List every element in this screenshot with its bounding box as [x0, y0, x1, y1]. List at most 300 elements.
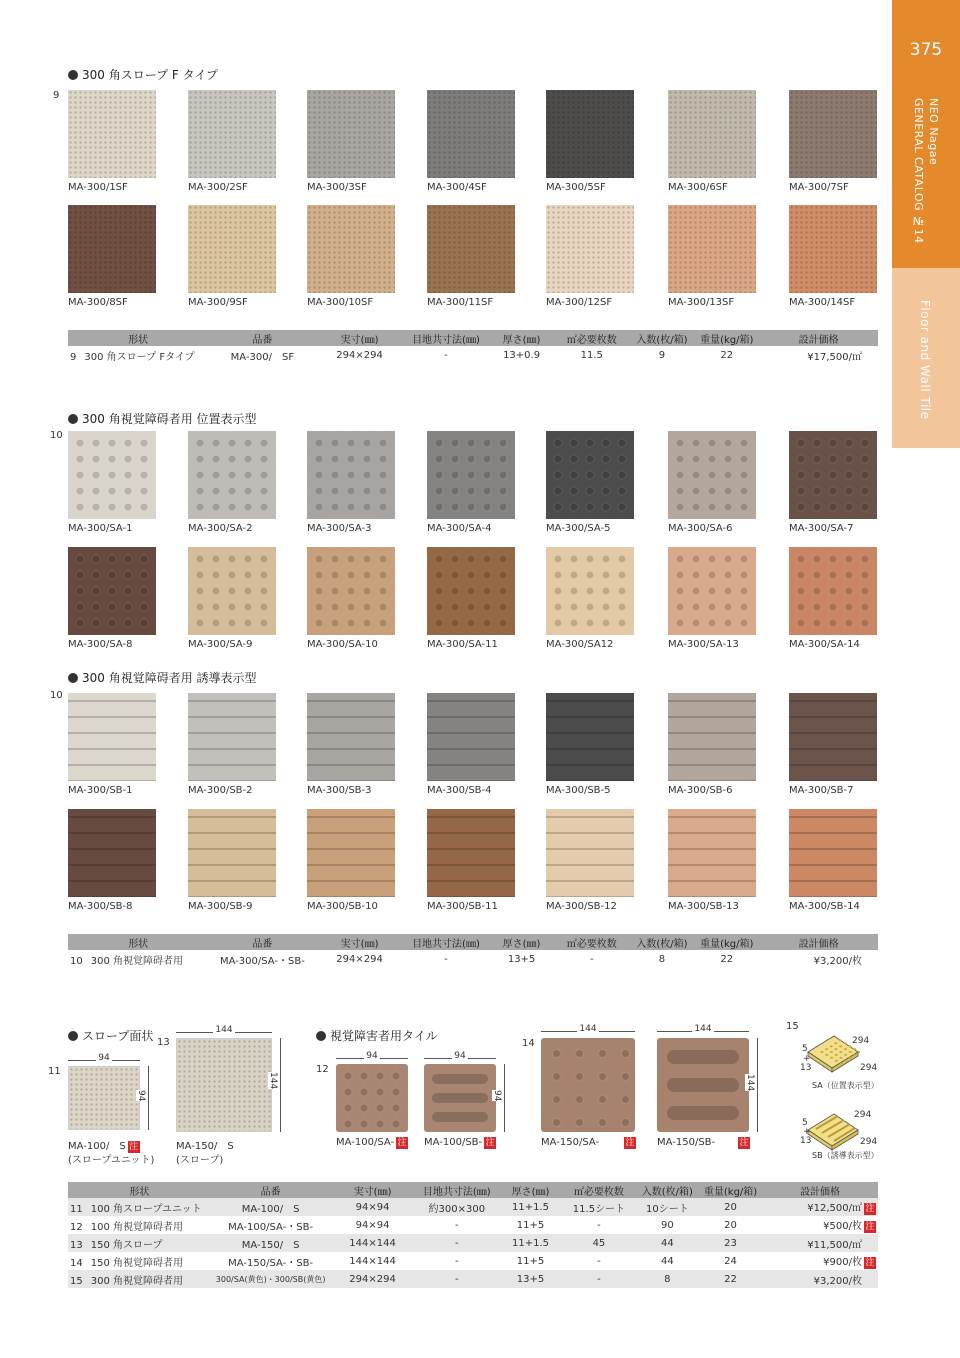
table-cell: 11+5 [516, 1255, 545, 1267]
tactile-dot-icon [820, 1051, 823, 1053]
table-cell: - [415, 1234, 499, 1252]
table-cell [762, 1270, 878, 1288]
tactile-dot-icon [844, 1060, 847, 1062]
tactile-bar-icon [667, 1078, 739, 1092]
dimension-plus: + [803, 1054, 811, 1064]
table-cell: 294×294 [336, 953, 383, 965]
table-header-cell: 入数(枚/箱) [636, 1182, 699, 1198]
row-number: 15 [70, 1275, 83, 1287]
row-shape: 150 角視覚障碍者用 [90, 1257, 183, 1269]
table-header-cell: ㎡必要枚数 [554, 330, 630, 346]
item-number-13: 13 [157, 1037, 170, 1048]
tactile-dot-icon [830, 1045, 833, 1047]
tactile-dot-icon [849, 1057, 852, 1059]
note-badge: 注 [865, 1204, 875, 1214]
table-cell [762, 1198, 878, 1216]
table-header-cell: 厚さ(㎜) [489, 330, 554, 346]
row-shape: 100 角スロープユニット [90, 1203, 202, 1215]
sa-caption: SA（位置表示型） [812, 1081, 879, 1090]
item-sub-label: (スロープユニット) [68, 1155, 155, 1166]
table-cell: 22 [720, 953, 734, 965]
table-cell: 20 [699, 1198, 762, 1216]
table-header-cell: 重量(kg/箱) [694, 330, 759, 346]
tactile-dot-icon [834, 1042, 837, 1044]
tile-code-label: MA-300/SA-1 [68, 523, 133, 534]
tile-swatch [68, 547, 156, 635]
row-shape: 300 角視覚障碍者用 [90, 1275, 183, 1287]
table-cell: - [454, 1219, 459, 1231]
row-number: 13 [70, 1239, 83, 1251]
spec-table-sf [68, 330, 878, 364]
tile-code-label: MA-300/SB-13 [668, 901, 739, 912]
sb-caption: SB（誘導表示型） [812, 1151, 879, 1160]
tile-swatch [427, 547, 515, 635]
tile-code-label: MA-300/SB-6 [668, 785, 733, 796]
table-cell [762, 1216, 878, 1234]
section-title-sb [68, 669, 257, 686]
tile-swatch [789, 809, 877, 897]
section-title-text: 300 角視覚障碍者用 位置表示型 [82, 412, 257, 426]
tile-swatch [307, 431, 395, 519]
section-title-slope-shape [68, 1027, 153, 1044]
table-row [68, 1252, 878, 1270]
tile-code-label: MA-300/SA-8 [68, 639, 133, 650]
tile-swatch [427, 693, 515, 781]
tile-swatch [68, 809, 156, 897]
tile-code-label: MA-300/13SF [668, 297, 735, 308]
table-header-cell: 設計価格 [759, 330, 878, 346]
tile-ma-150-sb [657, 1038, 749, 1132]
tile-code-label: MA-300/SB-7 [789, 785, 854, 796]
table-cell: 11.5 [580, 349, 603, 361]
table-cell: 8 [636, 1270, 699, 1288]
tile-swatch [68, 431, 156, 519]
table-cell: 300/SA(黄色)・300/SB(黄色) [211, 1270, 331, 1288]
tile-swatch [188, 809, 276, 897]
table-header-cell: 設計価格 [759, 934, 878, 950]
dimension-5: 5 [802, 1044, 808, 1054]
section-title-text: 視覚障害者用タイル [330, 1029, 438, 1043]
tile-code-label: MA-300/SB-4 [427, 785, 492, 796]
tile-code-label: MA-300/SB-9 [188, 901, 253, 912]
tactile-bar-icon [432, 1093, 488, 1103]
table-header-cell: 品番 [211, 1182, 331, 1198]
tile-swatch [546, 809, 634, 897]
table-row [68, 1270, 878, 1288]
section-title-text: スロープ面状 [82, 1029, 154, 1043]
tile-code-label: MA-300/SB-5 [546, 785, 611, 796]
table-cell [68, 1198, 211, 1216]
tile-swatch [68, 205, 156, 293]
tile-swatch [307, 547, 395, 635]
tile-swatch [789, 205, 877, 293]
tile-swatch [668, 693, 756, 781]
tile-code-label: MA-300/SB-8 [68, 901, 133, 912]
note-badge: 注 [865, 1258, 875, 1268]
table-header-cell: 実寸(㎜) [316, 934, 402, 950]
row-price: ¥12,500/㎡ [807, 1203, 862, 1214]
table-header-row [68, 330, 878, 346]
table-header-cell: 重量(kg/箱) [694, 934, 759, 950]
table-cell: 144×144 [349, 1255, 396, 1267]
tile-code-label: MA-300/SA-7 [789, 523, 854, 534]
section-title-tactile [316, 1027, 438, 1044]
table-cell [68, 1270, 211, 1288]
tile-swatch [789, 693, 877, 781]
row-price: ¥17,500/㎡ [807, 351, 862, 363]
table-cell: 24 [724, 1255, 737, 1267]
tile-swatch [789, 90, 877, 178]
table-cell [68, 950, 208, 968]
table-cell: MA-100/ S [211, 1198, 331, 1216]
table-cell: - [597, 1255, 601, 1267]
row-shape: 100 角視覚障碍者用 [90, 1221, 183, 1233]
table-cell: 13+0.9 [503, 349, 541, 361]
note-badge: 注 [129, 1142, 139, 1152]
tile-code-label: MA-300/SA-11 [427, 639, 498, 650]
dimension-144: 144 [745, 1074, 755, 1092]
dimension-294: 294 [860, 1137, 878, 1147]
row-price: ¥3,200/枚 [813, 955, 862, 967]
bullet-dot-icon [68, 673, 78, 683]
tile-ma-100-sb [424, 1064, 496, 1132]
dimension-144: 144 [579, 1024, 597, 1034]
tile-code-label: MA-300/SB-12 [546, 901, 617, 912]
tactile-dot-icon [839, 1057, 842, 1059]
dimension-144: 144 [268, 1072, 278, 1090]
note-badge: 注 [485, 1138, 495, 1148]
table-cell: - [589, 953, 594, 965]
tile-swatch [307, 809, 395, 897]
dimension-13: 13 [800, 1136, 812, 1146]
row-number: 14 [70, 1257, 83, 1269]
table-cell: 22 [699, 1270, 762, 1288]
item-code-label: MA-100/SB- 注 [424, 1137, 495, 1148]
table-cell [68, 1252, 211, 1270]
catalog-name-line2: GENERAL CATALOG №14 [912, 98, 925, 244]
dimension-294: 294 [860, 1063, 878, 1073]
table-cell: 144×144 [330, 1234, 414, 1252]
tile-swatch [789, 547, 877, 635]
table-header-cell: 形状 [68, 934, 208, 950]
tile-swatch [307, 693, 395, 781]
tile-swatch [307, 90, 395, 178]
tile-code-label: MA-300/SA-5 [546, 523, 611, 534]
table-cell: - [597, 1219, 601, 1231]
table-cell: 10シート [636, 1198, 699, 1216]
tile-ma-100-s [68, 1066, 140, 1130]
tactile-dot-icon [839, 1039, 842, 1041]
tile-code-label: MA-300/1SF [68, 182, 128, 193]
tile-swatch [546, 205, 634, 293]
catalog-name-line1: NEO Nagae [927, 98, 940, 166]
table-header-cell: 目地共寸法(㎜) [415, 1182, 499, 1198]
row-shape: 150 角スロープ [90, 1239, 163, 1251]
section-title-text: 300 角スロープ F タイプ [82, 68, 219, 82]
table-cell [762, 1252, 878, 1270]
table-cell: 8 [658, 953, 666, 965]
row-shape: 300 角スロープ Fタイプ [84, 351, 195, 363]
tile-swatch [546, 693, 634, 781]
spec-table-small [68, 1182, 878, 1288]
bullet-dot-icon [68, 414, 78, 424]
tile-swatch [427, 205, 515, 293]
tile-code-label: MA-300/2SF [188, 182, 248, 193]
row-number: 12 [70, 1221, 83, 1233]
table-cell: 13+5 [499, 1270, 562, 1288]
table-header-cell: ㎡必要枚数 [562, 1182, 636, 1198]
table-header-cell: 実寸(㎜) [316, 330, 402, 346]
tactile-dot-icon [839, 1045, 842, 1047]
section-number: 10 [50, 690, 63, 701]
row-price: ¥900/枚 [823, 1257, 862, 1268]
table-cell: 44 [636, 1234, 699, 1252]
note-badge: 注 [397, 1138, 407, 1148]
tactile-bar-icon [432, 1112, 488, 1122]
table-cell: 11.5シート [562, 1198, 636, 1216]
tile-swatch [668, 547, 756, 635]
row-number: 9 [70, 351, 77, 363]
tile-code-label: MA-300/SA-6 [668, 523, 733, 534]
note-badge: 注 [739, 1138, 749, 1148]
table-cell: 294×294 [330, 1270, 414, 1288]
tile-swatch [307, 205, 395, 293]
row-price: ¥11,500/㎡ [807, 1239, 862, 1251]
table-cell: 94×94 [330, 1198, 414, 1216]
table-cell [68, 1234, 211, 1252]
table-cell: - [415, 1270, 499, 1288]
section-number: 10 [50, 430, 63, 441]
note-badge: 注 [625, 1138, 635, 1148]
table-row [68, 950, 878, 968]
table-cell: - [444, 349, 448, 361]
table-row [68, 1198, 878, 1216]
dimension-line [148, 1066, 149, 1130]
item-code-label: MA-100/ S 注 [68, 1141, 139, 1152]
dimension-94: 94 [366, 1051, 378, 1061]
table-header-cell: 入数(枚/箱) [630, 330, 695, 346]
table-header-row [68, 1182, 878, 1198]
tile-code-label: MA-300/SA-4 [427, 523, 492, 534]
dimension-plus: + [803, 1127, 811, 1137]
table-header-cell: 品番 [208, 330, 316, 346]
item-code-label: MA-150/SA- [541, 1137, 600, 1148]
tactile-dot-icon [830, 1057, 833, 1059]
tile-swatch [188, 431, 276, 519]
tile-swatch [427, 809, 515, 897]
row-price: ¥3,200/枚 [813, 1275, 862, 1287]
table-cell [759, 950, 878, 968]
section-title-text: 300 角視覚障碍者用 誘導表示型 [82, 671, 257, 685]
tactile-dot-icon [825, 1048, 828, 1050]
tile-swatch [188, 547, 276, 635]
spec-table-sa-sb [68, 934, 878, 968]
item-number-12: 12 [316, 1064, 329, 1075]
table-cell: 94×94 [355, 1219, 390, 1231]
tile-swatch [789, 431, 877, 519]
dimension-294: 294 [854, 1110, 872, 1120]
table-cell: 23 [699, 1234, 762, 1252]
tile-code-label: MA-300/SB-11 [427, 901, 498, 912]
table-cell: 90 [661, 1219, 674, 1231]
tactile-bar-icon [432, 1074, 488, 1084]
table-cell: 11+1.5 [499, 1234, 562, 1252]
table-cell [762, 1234, 878, 1252]
table-cell: MA-100/SA-・SB- [228, 1221, 314, 1233]
item-code-label: MA-150/ S [176, 1141, 234, 1152]
tactile-dot-icon [853, 1048, 856, 1050]
tile-swatch [546, 431, 634, 519]
table-header-cell: 実寸(㎜) [330, 1182, 414, 1198]
tile-swatch [188, 90, 276, 178]
tile-code-label: MA-300/9SF [188, 297, 248, 308]
tile-code-label: MA-300/SB-10 [307, 901, 378, 912]
dimension-5: 5 [802, 1118, 808, 1128]
tile-code-label: MA-300/SB-14 [789, 901, 860, 912]
tile-swatch [68, 90, 156, 178]
tile-code-label: MA-300/14SF [789, 297, 856, 308]
tile-swatch [668, 90, 756, 178]
tile-ma-100-sa [336, 1064, 408, 1132]
table-header-cell: 目地共寸法(㎜) [403, 934, 489, 950]
tile-code-label: MA-300/SA-2 [188, 523, 253, 534]
section-number: 9 [53, 90, 60, 101]
tile-swatch [68, 693, 156, 781]
tactile-dot-icon [830, 1051, 833, 1053]
table-cell: 20 [724, 1219, 737, 1231]
item-number-15: 15 [786, 1021, 799, 1032]
category-label: Floor and Wall Tile [918, 300, 932, 420]
tactile-dot-icon [844, 1048, 847, 1050]
dimension-294: 294 [852, 1036, 870, 1046]
tile-code-label: MA-300/SB-3 [307, 785, 372, 796]
table-cell: - [454, 1255, 459, 1267]
tactile-dot-icon [853, 1054, 856, 1056]
table-header-cell: ㎡必要枚数 [554, 934, 630, 950]
table-cell: 11+1.5 [499, 1198, 562, 1216]
tile-code-label: MA-300/7SF [789, 182, 849, 193]
bullet-dot-icon [68, 70, 78, 80]
table-header-row [68, 934, 878, 950]
tile-swatch [188, 205, 276, 293]
table-header-cell: 厚さ(㎜) [499, 1182, 562, 1198]
table-header-cell: 形状 [68, 1182, 211, 1198]
table-header-cell: 入数(枚/箱) [630, 934, 695, 950]
table-cell: MA-150/SA-・SB- [228, 1257, 314, 1269]
tile-swatch [188, 693, 276, 781]
tile-ma-150-s [176, 1038, 272, 1132]
tile-code-label: MA-300/6SF [668, 182, 728, 193]
tactile-dot-icon [835, 1054, 838, 1056]
table-cell: - [444, 953, 448, 965]
section-title-sa [68, 410, 257, 427]
tactile-dot-icon [849, 1051, 852, 1053]
tile-code-label: MA-300/10SF [307, 297, 374, 308]
tile-swatch [546, 90, 634, 178]
item-number-14: 14 [522, 1038, 535, 1049]
table-row [68, 1234, 878, 1252]
table-cell: 約300×300 [415, 1198, 499, 1216]
tile-swatch [546, 547, 634, 635]
table-cell: MA-300/ SF [230, 351, 295, 363]
table-cell: 9 [658, 349, 666, 361]
row-number: 11 [70, 1203, 83, 1215]
tile-code-label: MA-300/3SF [307, 182, 367, 193]
tile-swatch [668, 431, 756, 519]
table-header-cell: 品番 [208, 934, 316, 950]
dimension-94: 94 [98, 1053, 110, 1063]
table-cell [68, 1216, 211, 1234]
table-cell: 294×294 [336, 349, 383, 361]
tile-code-label: MA-300/SA-10 [307, 639, 378, 650]
tactile-dot-icon [835, 1060, 838, 1062]
table-cell [759, 346, 878, 364]
dimension-94: 94 [492, 1090, 502, 1102]
table-row [68, 1216, 878, 1234]
tile-code-label: MA-300/11SF [427, 297, 494, 308]
tile-swatch [668, 809, 756, 897]
tactile-dot-icon [834, 1048, 837, 1050]
tile-code-label: MA-300/SB-2 [188, 785, 253, 796]
table-header-cell: 形状 [68, 330, 208, 346]
dimension-line [504, 1064, 505, 1132]
table-cell [68, 346, 208, 364]
table-cell: 13+5 [507, 953, 536, 965]
tile-ma-150-sa [541, 1038, 635, 1132]
table-header-cell: 厚さ(㎜) [489, 934, 554, 950]
tactile-bar-icon [667, 1050, 739, 1064]
dimension-line [280, 1038, 281, 1132]
table-header-cell: 重量(kg/箱) [699, 1182, 762, 1198]
note-badge: 注 [865, 1222, 875, 1232]
row-number: 10 [70, 955, 83, 967]
table-cell: 44 [661, 1255, 674, 1267]
table-row [68, 346, 878, 364]
tactile-bar-icon [667, 1106, 739, 1120]
bullet-dot-icon [316, 1031, 326, 1041]
table-cell: MA-300/SA-・SB- [219, 955, 305, 967]
table-cell: - [562, 1270, 636, 1288]
tile-code-label: MA-300/5SF [546, 182, 606, 193]
tile-code-label: MA-300/4SF [427, 182, 487, 193]
page-number: 375 [909, 40, 943, 60]
item-number-11: 11 [48, 1066, 61, 1077]
table-cell: 45 [562, 1234, 636, 1252]
dimension-144: 144 [215, 1025, 233, 1035]
row-shape: 300 角視覚障碍者用 [90, 955, 183, 967]
dimension-13: 13 [800, 1063, 812, 1073]
item-code-label: MA-100/SA- 注 [336, 1137, 407, 1148]
tile-code-label: MA-300/12SF [546, 297, 613, 308]
tile-code-label: MA-300/SB-1 [68, 785, 133, 796]
tile-code-label: MA-300/SA-9 [188, 639, 253, 650]
tile-code-label: MA-300/8SF [68, 297, 128, 308]
bullet-dot-icon [68, 1031, 78, 1041]
table-header-cell: 設計価格 [762, 1182, 878, 1198]
tile-code-label: MA-300/SA-3 [307, 523, 372, 534]
tactile-dot-icon [825, 1054, 828, 1056]
table-header-cell: 目地共寸法(㎜) [403, 330, 489, 346]
tactile-dot-icon [840, 1063, 843, 1065]
table-cell: 11+5 [516, 1219, 545, 1231]
dimension-line [757, 1038, 758, 1132]
tile-code-label: MA-300/SA-13 [668, 639, 739, 650]
table-cell: MA-150/ S [211, 1234, 331, 1252]
item-code-label: MA-150/SB- [657, 1137, 716, 1148]
section-title-slope-f [68, 66, 218, 83]
tile-code-label: MA-300/SA12 [546, 639, 614, 650]
tile-code-label: MA-300/SA-14 [789, 639, 860, 650]
